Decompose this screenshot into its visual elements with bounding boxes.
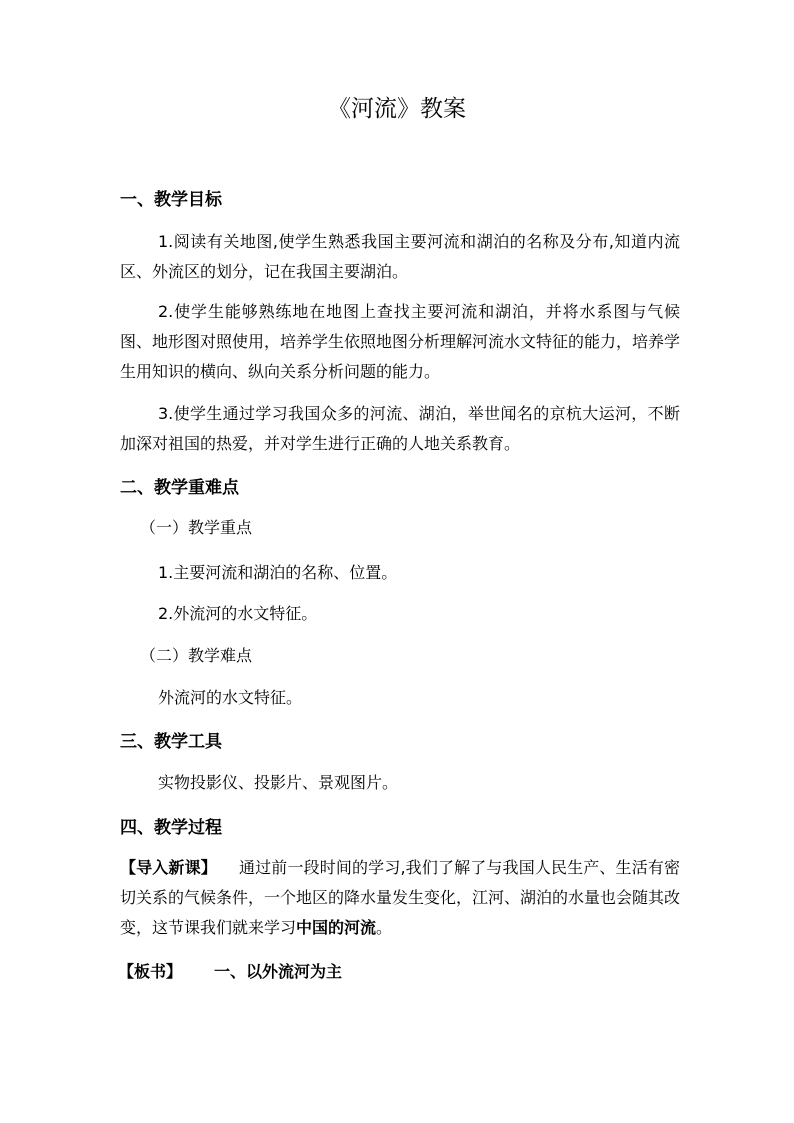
section-heading-process: 四、教学过程 bbox=[120, 818, 222, 838]
objective-paragraph-2: 2.使学生能够熟练地在地图上查找主要河流和湖泊，并将水系图与气候图、地形图对照使用，培养学生依照地图分析理解河流水文特征的能力，培养学生用知识的横向、纵向关系分析问题的能力。 bbox=[120, 302, 681, 381]
objective-paragraph-3: 3.使学生通过学习我国众多的河流、湖泊，举世闻名的京杭大运河，不断加深对祖国的热爱，并对学生进行正确的人地关系教育。 bbox=[120, 404, 680, 453]
board-text: 一、以外流河为主 bbox=[214, 962, 343, 981]
intro-label: 【导入新课】 bbox=[120, 858, 217, 877]
objective-paragraph-1: 1.阅读有关地图,使学生熟悉我国主要河流和湖泊的名称及分布,知道内流区、外流区的划分，记在我国主要湖泊。 bbox=[120, 232, 680, 281]
tools-item: 实物投影仪、投影片、景观图片。 bbox=[158, 773, 399, 792]
subheading-difficulties: （二）教学难点 bbox=[140, 646, 253, 665]
intro-text: 通过前一段时间的学习,我们了解了与我国人民生产、生活有密切关系的气候条件，一个地区的降水量发生变化，江河、湖泊的水量也会随其改变，这节课我们就来学习 bbox=[120, 858, 681, 937]
section-heading-tools: 三、教学工具 bbox=[120, 732, 222, 752]
key-point-item-2: 2.外流河的水文特征。 bbox=[158, 604, 318, 623]
section-heading-objectives: 一、教学目标 bbox=[120, 190, 222, 210]
intro-paragraph bbox=[120, 853, 680, 943]
key-point-item-1: 1.主要河流和湖泊的名称、位置。 bbox=[158, 563, 398, 582]
intro-end: 。 bbox=[376, 918, 393, 937]
subheading-key-points: （一）教学重点 bbox=[140, 518, 253, 537]
section-heading-key-points: 二、教学重难点 bbox=[120, 478, 239, 498]
difficulty-item: 外流河的水文特征。 bbox=[158, 688, 303, 707]
document-title: 《河流》教案 bbox=[328, 96, 466, 122]
intro-bold-topic: 中国的河流 bbox=[296, 918, 377, 937]
board-label: 【板书】 bbox=[118, 962, 183, 981]
board-line bbox=[118, 960, 342, 984]
